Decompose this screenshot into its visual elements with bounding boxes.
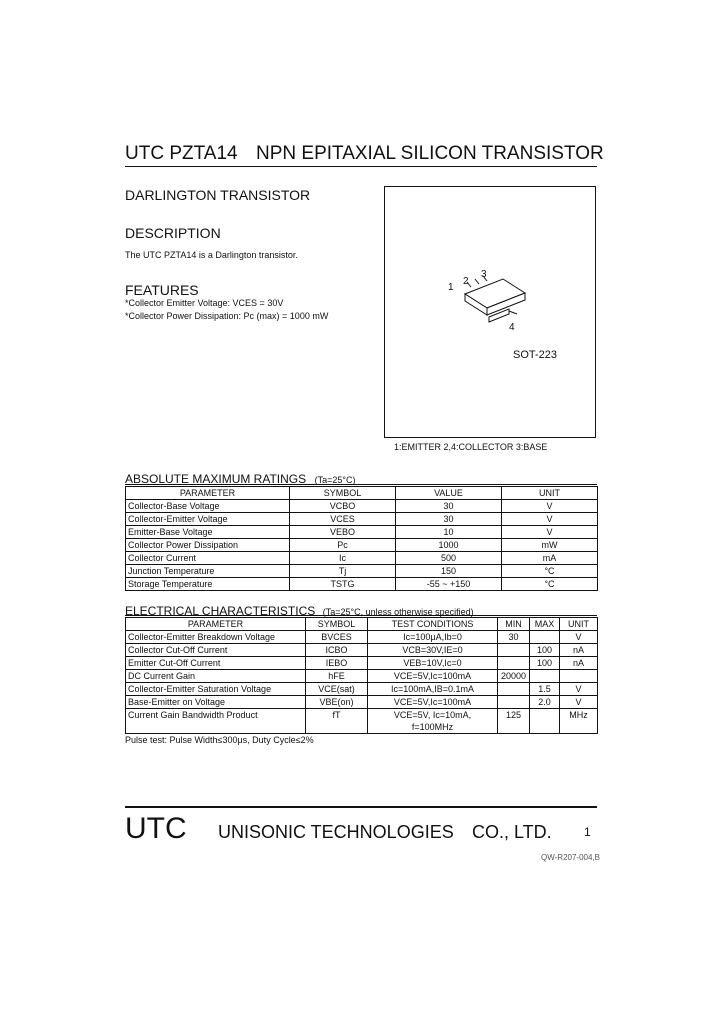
table-row [126, 552, 598, 565]
pinout-legend: 1:EMITTER 2,4:COLLECTOR 3:BASE [394, 442, 548, 452]
pin-label-3: 3 [481, 269, 487, 280]
max-cell [530, 709, 560, 734]
value-cell: 30 [396, 500, 502, 513]
part-description: NPN EPITAXIAL SILICON TRANSISTOR [256, 143, 604, 164]
value-cell: 150 [396, 565, 502, 578]
symbol-cell: IEBO [306, 657, 368, 670]
min-cell: 125 [498, 709, 530, 734]
unit-cell: V [560, 696, 598, 709]
condition-cell: VCE=5V,Ic=100mA [368, 696, 498, 709]
abs-max-table [125, 486, 598, 591]
unit-cell: mA [502, 552, 598, 565]
value-cell: -55 ~ +150 [396, 578, 502, 591]
table-row [126, 631, 598, 644]
value-cell: 30 [396, 513, 502, 526]
feature-item: *Collector Emitter Voltage: VCES = 30V [125, 298, 284, 308]
parameter-cell: Emitter Cut-Off Current [126, 657, 306, 670]
value-cell: 500 [396, 552, 502, 565]
parameter-cell: Storage Temperature [126, 578, 290, 591]
table-row [126, 709, 598, 734]
symbol-cell: VCBO [290, 500, 396, 513]
parameter-cell: Collector-Base Voltage [126, 500, 290, 513]
col-header: UNIT [560, 618, 598, 631]
table-row [126, 539, 598, 552]
min-cell [498, 683, 530, 696]
symbol-cell: Tj [290, 565, 396, 578]
table-row [126, 500, 598, 513]
subtitle: DARLINGTON TRANSISTOR [125, 187, 311, 203]
condition-cell: VEB=10V,Ic=0 [368, 657, 498, 670]
unit-cell: V [560, 631, 598, 644]
sot223-package-icon [385, 187, 595, 437]
col-header: MAX [530, 618, 560, 631]
unit-cell: mW [502, 539, 598, 552]
col-header: MIN [498, 618, 530, 631]
pulse-test-note: Pulse test: Pulse Width≤300μs, Duty Cycle≤2% [125, 735, 314, 745]
parameter-cell: DC Current Gain [126, 670, 306, 683]
elec-condition: (Ta=25°C, unless otherwise specified) [322, 607, 474, 617]
col-header: SYMBOL [306, 618, 368, 631]
abs-max-heading: ABSOLUTE MAXIMUM RATINGS [125, 472, 307, 486]
page-number: 1 [584, 825, 591, 839]
max-cell: 2.0 [530, 696, 560, 709]
unit-cell: V [502, 500, 598, 513]
symbol-cell: ICBO [306, 644, 368, 657]
min-cell: 30 [498, 631, 530, 644]
min-cell [498, 657, 530, 670]
col-header: SYMBOL [290, 487, 396, 500]
min-cell [498, 696, 530, 709]
package-box [384, 186, 596, 438]
symbol-cell: VEBO [290, 526, 396, 539]
unit-cell: MHz [560, 709, 598, 734]
table-row [126, 670, 598, 683]
condition-cell: VCB=30V,IE=0 [368, 644, 498, 657]
page-title [125, 143, 604, 165]
symbol-cell: hFE [306, 670, 368, 683]
condition-cell [368, 709, 498, 734]
condition-line: VCE=5V, Ic=10mA, [393, 710, 472, 720]
symbol-cell: VCES [290, 513, 396, 526]
col-header: PARAMETER [126, 487, 290, 500]
part-number: UTC PZTA14 [125, 143, 238, 164]
condition-cell: VCE=5V,Ic=100mA [368, 670, 498, 683]
table-header-row [126, 487, 598, 500]
unit-cell: V [502, 513, 598, 526]
unit-cell: °C [502, 565, 598, 578]
table-row [126, 644, 598, 657]
parameter-cell: Collector-Emitter Breakdown Voltage [126, 631, 306, 644]
parameter-cell: Collector-Emitter Saturation Voltage [126, 683, 306, 696]
pin-label-4: 4 [509, 322, 515, 333]
footer-rule [125, 806, 597, 808]
table-row [126, 657, 598, 670]
condition-cell: Ic=100mA,IB=0.1mA [368, 683, 498, 696]
footer-logo: UTC [125, 812, 187, 845]
symbol-cell: BVCES [306, 631, 368, 644]
document-number: QW-R207-004,B [541, 853, 600, 862]
unit-cell: V [560, 683, 598, 696]
feature-item: *Collector Power Dissipation: Pc (max) = 1000 mW [125, 311, 329, 321]
condition-cell: Ic=100μA,Ib=0 [368, 631, 498, 644]
table-row [126, 578, 598, 591]
parameter-cell: Collector-Emitter Voltage [126, 513, 290, 526]
parameter-cell: Emitter-Base Voltage [126, 526, 290, 539]
table-header-row [126, 618, 598, 631]
symbol-cell: VCE(sat) [306, 683, 368, 696]
max-cell [530, 670, 560, 683]
parameter-cell: Collector Power Dissipation [126, 539, 290, 552]
unit-cell: °C [502, 578, 598, 591]
symbol-cell: Ic [290, 552, 396, 565]
features-heading: FEATURES [125, 282, 199, 298]
parameter-cell: Collector Cut-Off Current [126, 644, 306, 657]
unit-cell: nA [560, 657, 598, 670]
symbol-cell: VBE(on) [306, 696, 368, 709]
parameter-cell: Junction Temperature [126, 565, 290, 578]
symbol-cell: Pc [290, 539, 396, 552]
unit-cell: V [502, 526, 598, 539]
pin-label-1: 1 [448, 282, 454, 293]
col-header: TEST CONDITIONS [368, 618, 498, 631]
pin-label-2: 2 [463, 276, 469, 287]
table-row [126, 696, 598, 709]
abs-max-condition: (Ta=25°C) [314, 475, 356, 485]
max-cell [530, 631, 560, 644]
max-cell: 100 [530, 657, 560, 670]
symbol-cell: fT [306, 709, 368, 734]
col-header: UNIT [502, 487, 598, 500]
parameter-cell: Base-Emitter on Voltage [126, 696, 306, 709]
unit-cell: nA [560, 644, 598, 657]
table-row [126, 526, 598, 539]
table-row [126, 683, 598, 696]
parameter-cell: Collector Current [126, 552, 290, 565]
table-row [126, 513, 598, 526]
max-cell: 1.5 [530, 683, 560, 696]
min-cell [498, 644, 530, 657]
title-rule [125, 166, 597, 167]
symbol-cell: TSTG [290, 578, 396, 591]
package-name: SOT-223 [513, 349, 558, 361]
max-cell: 100 [530, 644, 560, 657]
elec-table [125, 617, 598, 734]
abs-max-rule [125, 484, 597, 485]
condition-line: f=100MHz [411, 722, 454, 732]
min-cell: 20000 [498, 670, 530, 683]
footer-company: UNISONIC TECHNOLOGIES [218, 822, 454, 842]
col-header: VALUE [396, 487, 502, 500]
unit-cell [560, 670, 598, 683]
value-cell: 1000 [396, 539, 502, 552]
elec-rule [125, 615, 597, 616]
elec-heading: ELECTRICAL CHARACTERISTICS [125, 604, 316, 618]
parameter-cell: Current Gain Bandwidth Product [126, 709, 306, 734]
value-cell: 10 [396, 526, 502, 539]
footer-suffix: CO., LTD. [472, 822, 552, 842]
description-heading: DESCRIPTION [125, 225, 221, 241]
col-header: PARAMETER [126, 618, 306, 631]
description-text: The UTC PZTA14 is a Darlington transistor. [125, 250, 298, 260]
table-row [126, 565, 598, 578]
